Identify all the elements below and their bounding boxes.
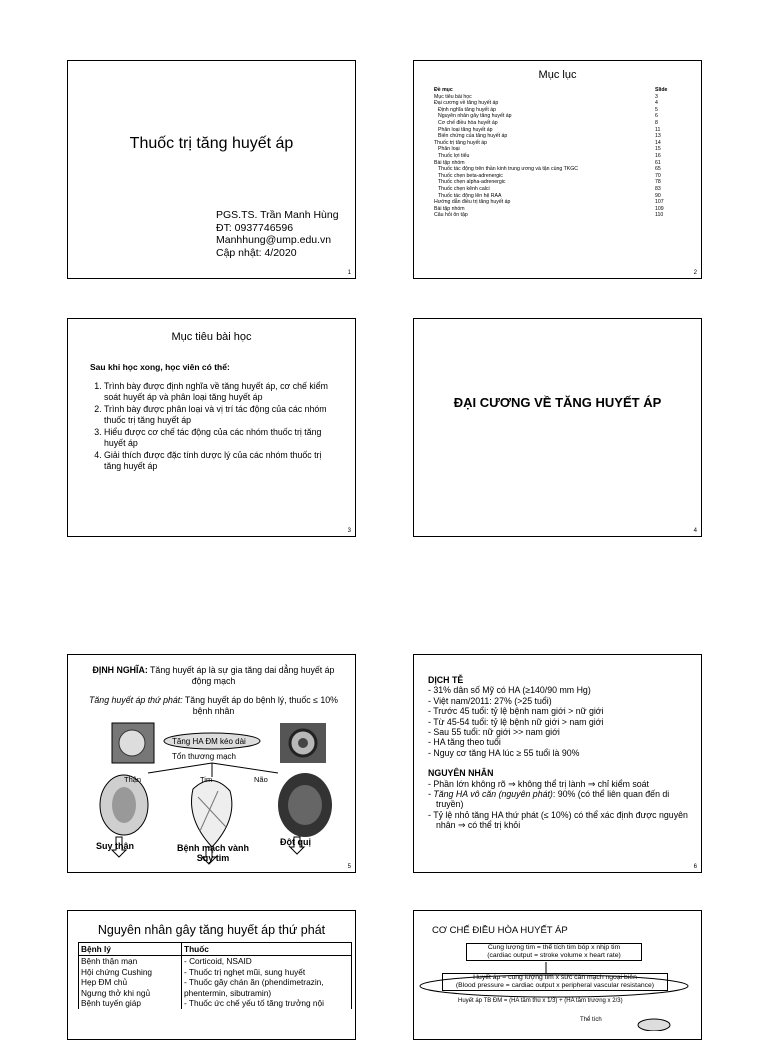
toc-item [434, 120, 677, 127]
toc-item-label: Đại cương về tăng huyết áp [434, 100, 499, 107]
slide-6 [413, 654, 702, 873]
toc-item [434, 113, 677, 120]
toc-item [434, 133, 677, 140]
header-disease: Bệnh lý [79, 943, 182, 956]
toc-col-right: Slide [655, 87, 668, 93]
disease-cell: Bệnh thận mạn [79, 956, 182, 967]
blood-pressure-en: (Blood pressure = cardiac output x peripheral vascular resistance) [455, 982, 655, 989]
slide-5 [67, 654, 356, 873]
author-name: PGS.TS. Trần Manh Hùng [216, 209, 339, 221]
epidemiology-item: - Trước 45 tuổi: tỷ lệ bệnh nam giới > nữ giới [428, 706, 604, 717]
toc-item-label: Thuốc tác động lên hệ RAA [438, 192, 502, 199]
header-drug: Thuốc [182, 943, 352, 956]
table-row [79, 998, 352, 1009]
objective-item: 3. Hiểu được cơ chế tác động của các nhóm thuốc trị tăng huyết áp [104, 427, 335, 449]
slide-4 [413, 318, 702, 537]
toc-item [434, 140, 677, 147]
toc-item-label: Mục tiêu bài học [434, 93, 472, 100]
toc-item-label: Bài tập nhóm [434, 205, 465, 212]
kidney-label: Thận [124, 775, 142, 784]
slide-title: Nguyên nhân gây tăng huyết áp thứ phát [97, 923, 326, 937]
secondary-label: Tăng huyết áp thứ phát: [89, 695, 183, 705]
toc-item-label: Phân loại tăng huyết áp [438, 126, 493, 133]
volume-label: Thể tích [580, 1017, 602, 1023]
toc-item [434, 100, 677, 107]
slide-2 [413, 60, 702, 279]
cause-2-body: : 90% (có thể liên quan đến di truyền) [436, 789, 670, 810]
drug-cell: - Thuốc trị nghẹt mũi, sung huyết [182, 967, 352, 978]
toc-item-label: Hướng dẫn điều trị tăng huyết áp [434, 199, 511, 206]
epidemiology-item: - Sau 55 tuổi: nữ giới >> nam giới [428, 727, 560, 738]
toc-item [434, 186, 677, 193]
heart-label: Tim [200, 775, 213, 784]
toc-item-label: Câu hỏi ôn tập [434, 212, 468, 219]
objectives-intro: Sau khi học xong, học viên có thể: [90, 362, 230, 372]
slide-title: CƠ CHẾ ĐIỀU HÒA HUYẾT ÁP [432, 925, 568, 936]
definition-label: ĐỊNH NGHĨA: [92, 665, 148, 675]
toc-item-label: Thuốc chẹn kênh calci [438, 185, 490, 192]
objective-item: 2. Trình bày được phân loại và vị trí tác động của các nhóm thuốc trị tăng huyết áp [104, 404, 335, 426]
drug-cell: phentermin, sibutramin) [182, 988, 352, 999]
disease-cell: Hẹp ĐM chủ [79, 977, 182, 988]
slide-title: Mục tiêu bài học [171, 331, 252, 343]
blood-pressure-vi: Huyết áp = cung lượng tim x sức cản mạch ngoại biên [473, 974, 637, 981]
toc-item-page: 13 [655, 133, 661, 140]
toc-header [434, 87, 677, 94]
drug-cell: - Thuốc gây chán ăn (phendimetrazin, [182, 977, 352, 988]
toc-item-label: Thuốc lợi tiểu [438, 152, 470, 159]
toc-col-left: Đề mục [434, 87, 453, 93]
definition-body: Tăng huyết áp là sự gia tăng dai dẳng huyết áp động mạch [147, 665, 335, 686]
toc-item [434, 199, 677, 206]
slide-number: 3 [347, 528, 351, 534]
toc-item-label: Thuốc tác động trên thần kinh trung ương và tận cùng TKGC [438, 166, 579, 173]
slide-3 [67, 318, 356, 537]
outcome-heart [168, 843, 258, 863]
table-row [79, 988, 352, 999]
toc-item [434, 153, 677, 160]
toc-item-label: Cơ chế điều hòa huyết áp [438, 119, 498, 126]
epidemiology-title: DỊCH TỄ [428, 675, 464, 685]
causes-title: NGUYÊN NHÂN [428, 768, 494, 779]
slide-title: Thuốc trị tăng huyết áp [129, 135, 294, 152]
cause-3: - Tỷ lệ nhỏ tăng HA thứ phát (≤ 10%) có thể xác định được nguyên nhân ⇒ có thể trị khỏi [428, 809, 688, 831]
toc-item-page: 110 [655, 212, 664, 219]
secondary-definition [82, 695, 345, 716]
toc-item-label: Thuốc trị tăng huyết áp [434, 139, 488, 146]
slide-number: 2 [693, 270, 697, 276]
cardiac-output-en: (cardiac output = stroke volume x heart rate) [487, 952, 621, 959]
toc-item-page: 78 [655, 179, 661, 186]
author-block [216, 209, 339, 259]
author-email: Manhhung@ump.edu.vn [216, 234, 332, 246]
table-of-contents [434, 87, 677, 219]
objective-item: 4. Giải thích được đặc tính dược lý của các nhóm thuốc trị tăng huyết áp [104, 450, 335, 472]
definition-text [82, 665, 345, 686]
slide-title: ĐẠI CƯƠNG VỀ TĂNG HUYẾT ÁP [453, 395, 662, 410]
toc-item [434, 160, 677, 167]
toc-item-page: 90 [655, 192, 661, 199]
slide-number: 5 [347, 864, 351, 870]
epidemiology-list [428, 685, 691, 758]
toc-item-label: Biến chứng của tăng huyết áp [438, 133, 508, 140]
author-phone: ĐT: 0937746596 [216, 221, 294, 234]
causes-table [78, 942, 352, 1009]
toc-item-page: 15 [655, 146, 661, 153]
epidemiology-item: - Nguy cơ tăng HA lúc ≥ 55 tuổi là 90% [428, 747, 580, 758]
toc-item-page: 3 [655, 93, 658, 100]
toc-item-label: Thuốc chẹn alpha-adrenergic [438, 179, 506, 186]
slide-1 [67, 60, 356, 279]
toc-item [434, 94, 677, 101]
table-row [79, 956, 352, 967]
toc-item-page: 6 [655, 113, 658, 120]
disease-cell: Bệnh tuyến giáp [79, 998, 182, 1009]
slide-title: Mục lục [538, 69, 577, 81]
slide-7 [67, 910, 356, 1040]
toc-item-page: 11 [655, 126, 661, 133]
toc-item-label: Thuốc chẹn beta-adrenergic [438, 172, 503, 179]
oval-label: Tăng HA ĐM kéo dài [172, 737, 246, 746]
toc-item-page: 83 [655, 185, 661, 192]
toc-item-page: 8 [655, 119, 658, 126]
toc-item [434, 179, 677, 186]
slide-number: 4 [693, 528, 697, 534]
drug-cell: - Corticoid, NSAID [182, 956, 352, 967]
toc-item-page: 5 [655, 106, 658, 113]
disease-cell: Ngưng thở khi ngủ [79, 988, 182, 999]
outcome-kidney: Suy thận [96, 841, 135, 851]
epidemiology-item: - HA tăng theo tuổi [428, 737, 501, 748]
toc-item-page: 65 [655, 166, 661, 173]
toc-item-page: 61 [655, 159, 661, 166]
mean-arterial-pressure: Huyết áp TB ĐM = (HA tâm thu x 1/3) + (HA tâm trương x 2/3) [458, 998, 623, 1004]
toc-item [434, 206, 677, 213]
slide-number: 1 [347, 270, 351, 276]
toc-item [434, 146, 677, 153]
epidemiology-item: - 31% dân số Mỹ có HA (≥140/90 mm Hg) [428, 685, 591, 696]
heart-image [192, 780, 232, 847]
toc-item [434, 173, 677, 180]
blood-pressure-box [442, 973, 668, 991]
secondary-body: Tăng huyết áp do bệnh lý, thuốc ≤ 10% bệnh nhân [182, 695, 338, 716]
toc-item-label: Bài tập nhóm [434, 159, 465, 166]
epidemiology-item: - Từ 45-54 tuổi: tỷ lệ bệnh nữ giới > nam giới [428, 716, 604, 727]
updated-date: Cập nhật: 4/2020 [216, 246, 297, 259]
cause-2 [428, 789, 691, 810]
table-header [79, 943, 352, 956]
toc-item-label: Nguyên nhân gây tăng huyết áp [438, 113, 512, 120]
toc-item-label: Định nghĩa tăng huyết áp [438, 106, 496, 113]
slide-body [428, 675, 691, 831]
toc-item-page: 70 [655, 172, 661, 179]
toc-item-page: 16 [655, 152, 661, 159]
toc-item [434, 166, 677, 173]
toc-item-label: Phân loại [438, 146, 460, 153]
toc-item-page: 4 [655, 100, 658, 107]
toc-item-page: 109 [655, 205, 664, 212]
slide-number: 6 [693, 864, 697, 870]
brain-label: Não [254, 775, 268, 784]
outcome-heart-1: Bệnh mạch vành [176, 843, 250, 853]
disease-cell: Hội chứng Cushing [79, 967, 182, 978]
objectives-list [90, 381, 335, 473]
drug-cell: - Thuốc ức chế yếu tố tăng trưởng nội [182, 998, 352, 1009]
epidemiology-item: - Việt nam/2011: 27% (>25 tuổi) [428, 695, 552, 706]
cause-2-label: - Tăng HA vô căn (nguyên phát) [428, 789, 553, 800]
cause-1: - Phần lớn không rõ ⇒ không thể trị lành ⇒ chỉ kiểm soát [428, 778, 649, 789]
table-row [79, 967, 352, 978]
toc-item [434, 107, 677, 114]
cardiac-output-vi: Cung lượng tim = thể tích tim bóp x nhịp tim [487, 944, 621, 951]
toc-item [434, 212, 677, 219]
toc-item-page: 14 [655, 139, 661, 146]
outcome-heart-2: Suy tim [196, 853, 230, 863]
objective-item: 1. Trình bày được định nghĩa về tăng huyết áp, cơ chế kiểm soát huyết áp và phân loại tăng huyết áp [104, 381, 335, 403]
table-row [79, 977, 352, 988]
slide-8 [413, 910, 702, 1040]
toc-item-page: 107 [655, 199, 664, 206]
outcome-brain: Đột quị [280, 837, 311, 847]
damage-label: Tổn thương mạch [172, 752, 236, 761]
hand-icon [634, 1015, 674, 1031]
